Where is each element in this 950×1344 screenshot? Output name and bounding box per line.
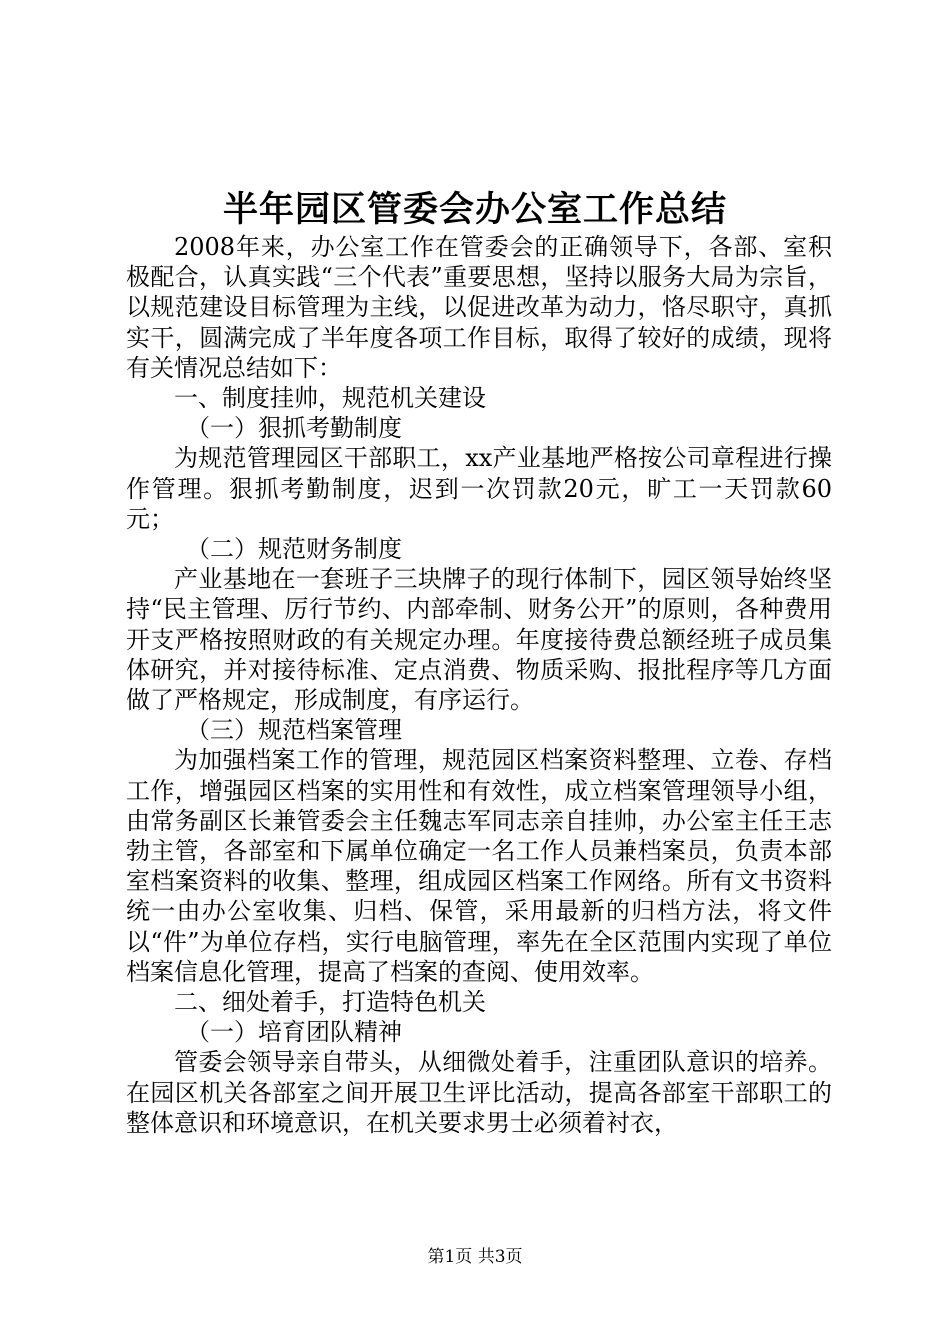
- paragraph-team-spirit: 管委会领导亲自带头，从细微处着手，注重团队意识的培养。在园区机关各部室之间开展卫生评比活动，提高各部室干部职工的整体意识和环境意识，在机关要求男士必须着衬衣，: [126, 1048, 832, 1137]
- paragraph-attendance: 为规范管理园区干部职工，xx产业基地严格按公司章程进行操作管理。狠抓考勤制度，迟到一次罚款20元，旷工一天罚款60元；: [126, 444, 832, 533]
- paragraph-finance: 产业基地在一套班子三块牌子的现行体制下，园区领导始终坚持“民主管理、厉行节约、内部牵制、财务公开”的原则，各种费用开支严格按照财政的有关规定办理。年度接待费总额经班子成员集体研究，并对接待标准、定点消费、物质采购、报批程序等几方面做了严格规定，形成制度，有序运行。: [126, 565, 832, 715]
- subsection-heading-1-3: （三）规范档案管理: [186, 716, 402, 745]
- document-body: [126, 232, 832, 1138]
- subsection-heading-1-2: （二）规范财务制度: [186, 535, 402, 564]
- document-title: 半年园区管委会办公室工作总结: [222, 189, 727, 230]
- section-heading-2: 二、细处着手，打造特色机关: [174, 988, 486, 1017]
- paragraph-intro: 2008年来，办公室工作在管委会的正确领导下，各部、室积极配合，认真实践“三个代表”重要思想，坚持以服务大局为宗旨，以规范建设目标管理为主线，以促进改革为动力，恪尽职守，真抓实干，圆满完成了半年度各项工作目标，取得了较好的成绩，现将有关情况总结如下：: [126, 233, 832, 382]
- subsection-heading-2-1: （一）培育团队精神: [186, 1018, 402, 1047]
- subsection-heading-1-1: （一）狠抓考勤制度: [186, 414, 402, 443]
- page-number-footer: 第1页 共3页: [427, 1247, 523, 1267]
- paragraph-archives: 为加强档案工作的管理，规范园区档案资料整理、立卷、存档工作，增强园区档案的实用性和有效性，成立档案管理领导小组，由常务副区长兼管委会主任魏志军同志亲自挂帅，办公室主任王志勃主管，各部室和下属单位确定一名工作人员兼档案员，负责本部室档案资料的收集、整理，组成园区档案工作网络。所有文书资料统一由办公室收集、归档、保管，采用最新的归档方法，将文件以“件”为单位存档，实行电脑管理，率先在全区范围内实现了单位档案信息化管理，提高了档案的查阅、使用效率。: [126, 746, 832, 986]
- section-heading-1: 一、制度挂帅，规范机关建设: [174, 384, 486, 413]
